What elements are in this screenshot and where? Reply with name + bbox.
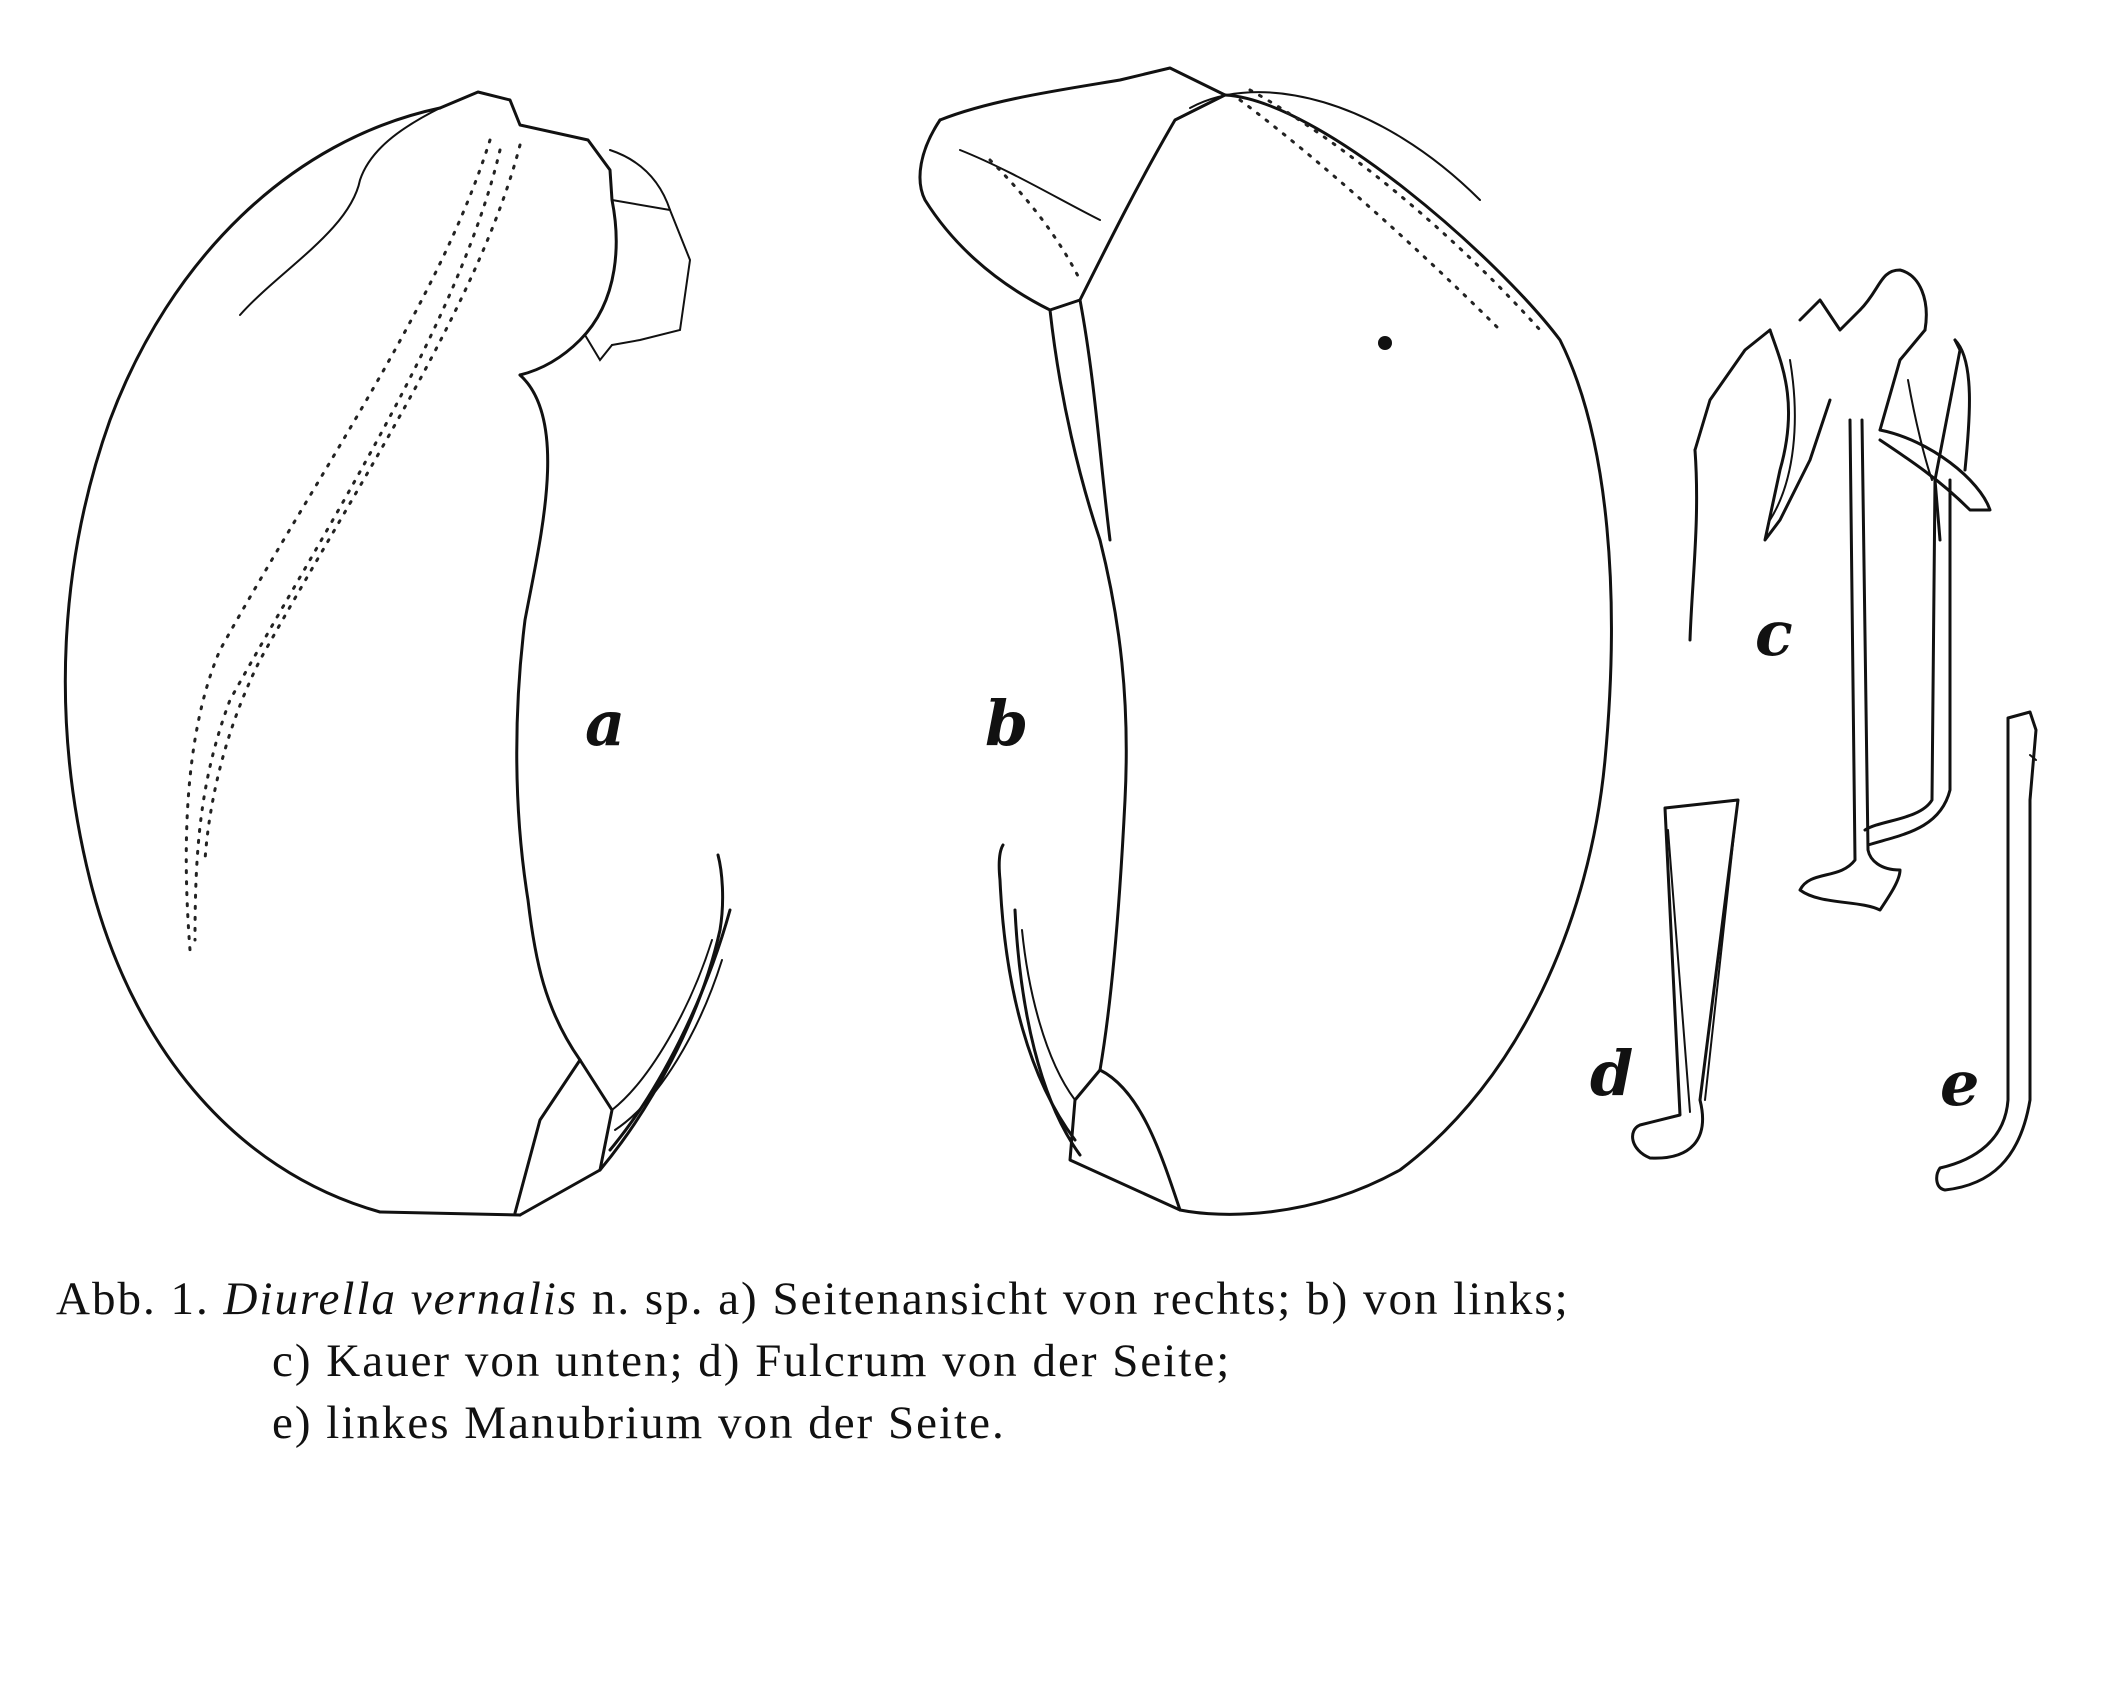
caption-species-name: Diurella vernalis [223, 1273, 579, 1325]
panel-label-e: e [1940, 1047, 1980, 1120]
caption-figure-number: Abb. 1. [56, 1273, 210, 1325]
caption-line-1 [56, 1268, 2056, 1330]
panel-e-manubrium-side [1937, 712, 2036, 1190]
caption-line-2: c) Kauer von unten; d) Fulcrum von der Seite; [272, 1335, 1232, 1387]
panel-label-d: d [1590, 1037, 1634, 1110]
panel-d-fulcrum-side [1590, 800, 1738, 1158]
panel-label-b: b [985, 687, 1029, 760]
figure-caption [56, 1268, 2056, 1454]
panel-label-a: a [585, 687, 626, 760]
panel-a-lorica-right-view [65, 92, 730, 1215]
caption-line-3: e) linkes Manubrium von der Seite. [272, 1397, 1006, 1449]
panel-label-c: c [1755, 597, 1793, 670]
eyespot [1378, 336, 1392, 350]
caption-line-1-text: n. sp. a) Seitenansicht von rechts; b) von links; [591, 1273, 1570, 1325]
panel-b-lorica-left-view [920, 68, 1611, 1214]
